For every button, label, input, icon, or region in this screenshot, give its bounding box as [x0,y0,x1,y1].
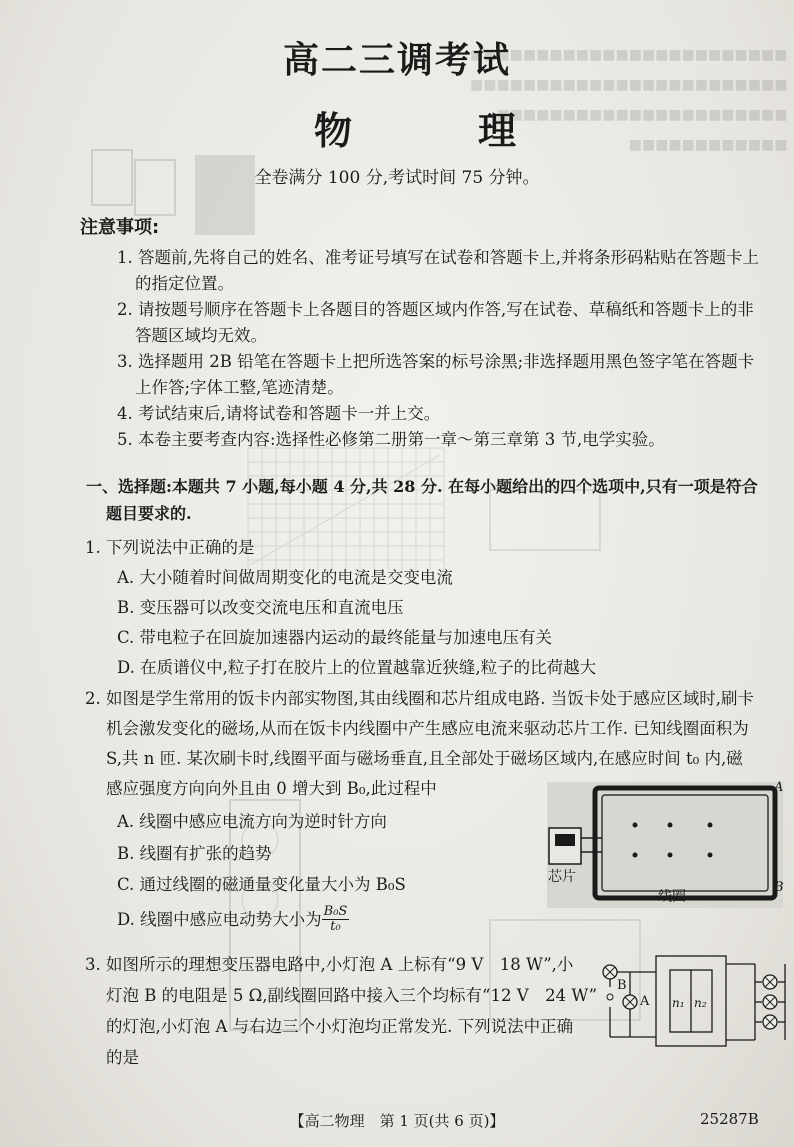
fraction-denominator: t₀ [330,919,341,934]
exam-title: 高二三调考试 [282,39,511,81]
corner-label-b: B [774,880,784,895]
lamp-a-label: A [640,994,650,1009]
notice-line: 4. 考试结束后,请将试卷和答题卡一并上交。 [117,404,441,423]
q2-option-d-text: D. 线圈中感应电动势大小为 [117,909,322,929]
q2-stem-line: 2. 如图是学生常用的饭卡内部实物图,其由线圈和芯片组成电路. 当饭卡处于感应区域时,刷卡 [85,689,754,708]
page-footer: 【高二物理 第 1 页(共 6 页)】 [289,1112,505,1130]
q3-stem-line: 的是 [106,1048,139,1067]
notice-line: 上作答;字体工整,笔迹清楚。 [135,378,344,397]
notice-line: 2. 请按题号顺序在答题卡上各题目的答题区域内作答,写在试卷、草稿纸和答题卡上的非 [117,300,754,319]
q2-option-c: C. 通过线圈的磁通量变化量大小为 B₀S [117,875,406,894]
secondary-turns-label: n₂ [694,996,707,1010]
notice-line: 答题区域均无效。 [135,326,267,345]
secondary-lamp-icons [763,975,777,1029]
fraction-numerator: B₀S [323,904,348,919]
q1-option-b: B. 变压器可以改变交流电压和直流电压 [117,598,404,617]
chip-label: 芯片 [548,869,576,885]
q2-option-a: A. 线圈中感应电流方向为逆时针方向 [117,812,387,831]
notice-line: 的指定位置。 [135,274,234,293]
bleed-through-text: ■■■■■■■■■■■■■■■■■■■■■■■■ ■■■■■■■■■■■■■■■■■■■■■■■■ ■■■■■■■■■■■■■■■■■■■■■■ ■■■■■■■■■■■■ [470,47,788,153]
q1-option-a: A. 大小随着时间做周期变化的电流是交变电流 [117,568,453,587]
section-heading: 一、选择题:本题共 7 小题,每小题 4 分,共 28 分. 在每小题给出的四个选项中,只有一项是符合 [86,477,758,496]
lamp-b-label: B [617,978,627,993]
q2-option-b: B. 线圈有扩张的趋势 [117,844,272,863]
notice-line: 3. 选择题用 2B 铅笔在答题卡上把所选答案的标号涂黑;非选择题用黑色签字笔在答题卡 [117,352,755,371]
score-time-line: 全卷满分 100 分,考试时间 75 分钟。 [254,168,540,188]
subject-title: 物 理 [313,108,560,153]
primary-turns-label: n₁ [672,996,685,1010]
notice-line: 1. 答题前,先将自己的姓名、准考证号填写在试卷和答题卡上,并将条形码粘贴在答题卡上 [117,248,759,267]
notice-heading: 注意事项: [80,217,160,238]
q3-stem-line: 灯泡 B 的电阻是 5 Ω,副线圈回路中接入三个均标有“12 V 24 W” [106,986,598,1005]
section-heading-cont: 题目要求的. [106,504,192,523]
transformer-circuit-figure [590,942,790,1052]
q1-option-c: C. 带电粒子在回旋加速器内运动的最终能量与加速电压有关 [117,628,553,647]
corner-label-a: A [774,780,784,795]
q3-stem-line: 3. 如图所示的理想变压器电路中,小灯泡 A 上标有“9 V 18 W”,小 [85,955,574,974]
paper-code: 25287B [700,1110,759,1128]
q2-emf-fraction [322,905,350,934]
lamp-b-icon [603,965,617,979]
q1-stem: 1. 下列说法中正确的是 [85,538,255,557]
q2-stem-line: 机会激发变化的磁场,从而在饭卡内线圈中产生感应电流来驱动芯片工作. 已知线圈面积为 [106,719,749,738]
q2-option-d [117,905,349,934]
q1-option-d: D. 在质谱仪中,粒子打在胶片上的位置越靠近狭缝,粒子的比荷越大 [117,658,597,677]
q3-stem-line: 的灯泡,小灯泡 A 与右边三个小灯泡均正常发光. 下列说法中正确 [106,1017,574,1036]
q2-stem-line: S,共 n 匝. 某次刷卡时,线圈平面与磁场垂直,且全部处于磁场区域内,在感应时间 t₀ 内,磁 [106,749,743,768]
q2-stem-line: 感应强度方向向外且由 0 增大到 B₀,此过程中 [106,779,437,798]
lamp-a-icon [623,995,637,1009]
notice-line: 5. 本卷主要考查内容:选择性必修第二册第一章～第三章第 3 节,电学实验。 [117,430,665,449]
coil-label: 线圈 [658,889,686,905]
